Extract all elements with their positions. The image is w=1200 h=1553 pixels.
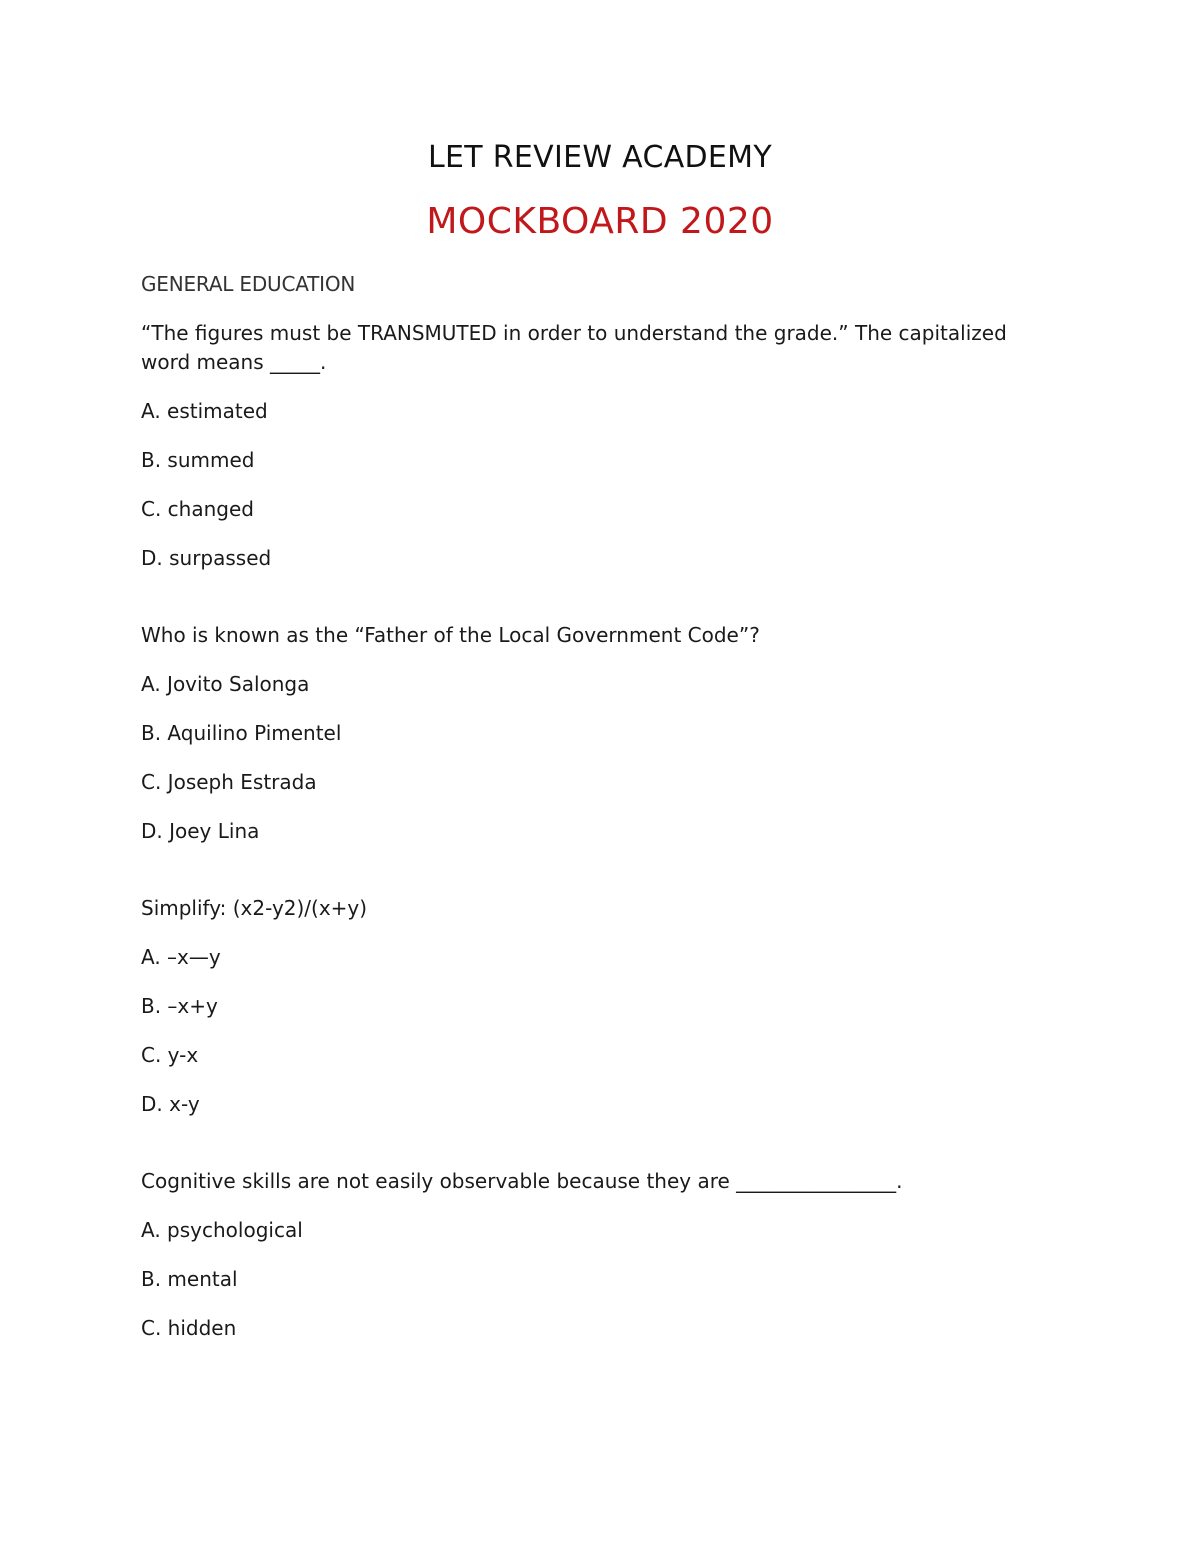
question-1 xyxy=(141,319,1041,573)
question-stem: “The figures must be TRANSMUTED in order to understand the grade.” The capitalized word means _____. xyxy=(141,321,1007,374)
option-b: B. mental xyxy=(141,1267,238,1291)
question-3 xyxy=(141,894,1041,1119)
section-heading: GENERAL EDUCATION xyxy=(141,272,356,296)
option-c: C. y-x xyxy=(141,1043,199,1067)
option-d: D. surpassed xyxy=(141,546,272,570)
question-stem: Who is known as the “Father of the Local Government Code”? xyxy=(141,623,760,647)
option-a: A. –x—y xyxy=(141,945,221,969)
question-4 xyxy=(141,1167,1041,1343)
document-body xyxy=(141,270,1041,1363)
option-c: C. hidden xyxy=(141,1316,237,1340)
question-2 xyxy=(141,621,1041,846)
option-c: C. Joseph Estrada xyxy=(141,770,317,794)
option-d: D. x-y xyxy=(141,1092,200,1116)
document-subtitle: MOCKBOARD 2020 xyxy=(426,201,774,242)
option-a: A. estimated xyxy=(141,399,268,423)
question-stem: Simplify: (x2-y2)/(x+y) xyxy=(141,896,368,920)
option-d: D. Joey Lina xyxy=(141,819,260,843)
option-b: B. summed xyxy=(141,448,255,472)
option-b: B. –x+y xyxy=(141,994,218,1018)
option-c: C. changed xyxy=(141,497,254,521)
option-b: B. Aquilino Pimentel xyxy=(141,721,342,745)
option-a: A. psychological xyxy=(141,1218,303,1242)
question-stem: Cognitive skills are not easily observable because they are ________________. xyxy=(141,1169,903,1193)
document-title: LET REVIEW ACADEMY xyxy=(428,140,772,175)
option-a: A. Jovito Salonga xyxy=(141,672,310,696)
